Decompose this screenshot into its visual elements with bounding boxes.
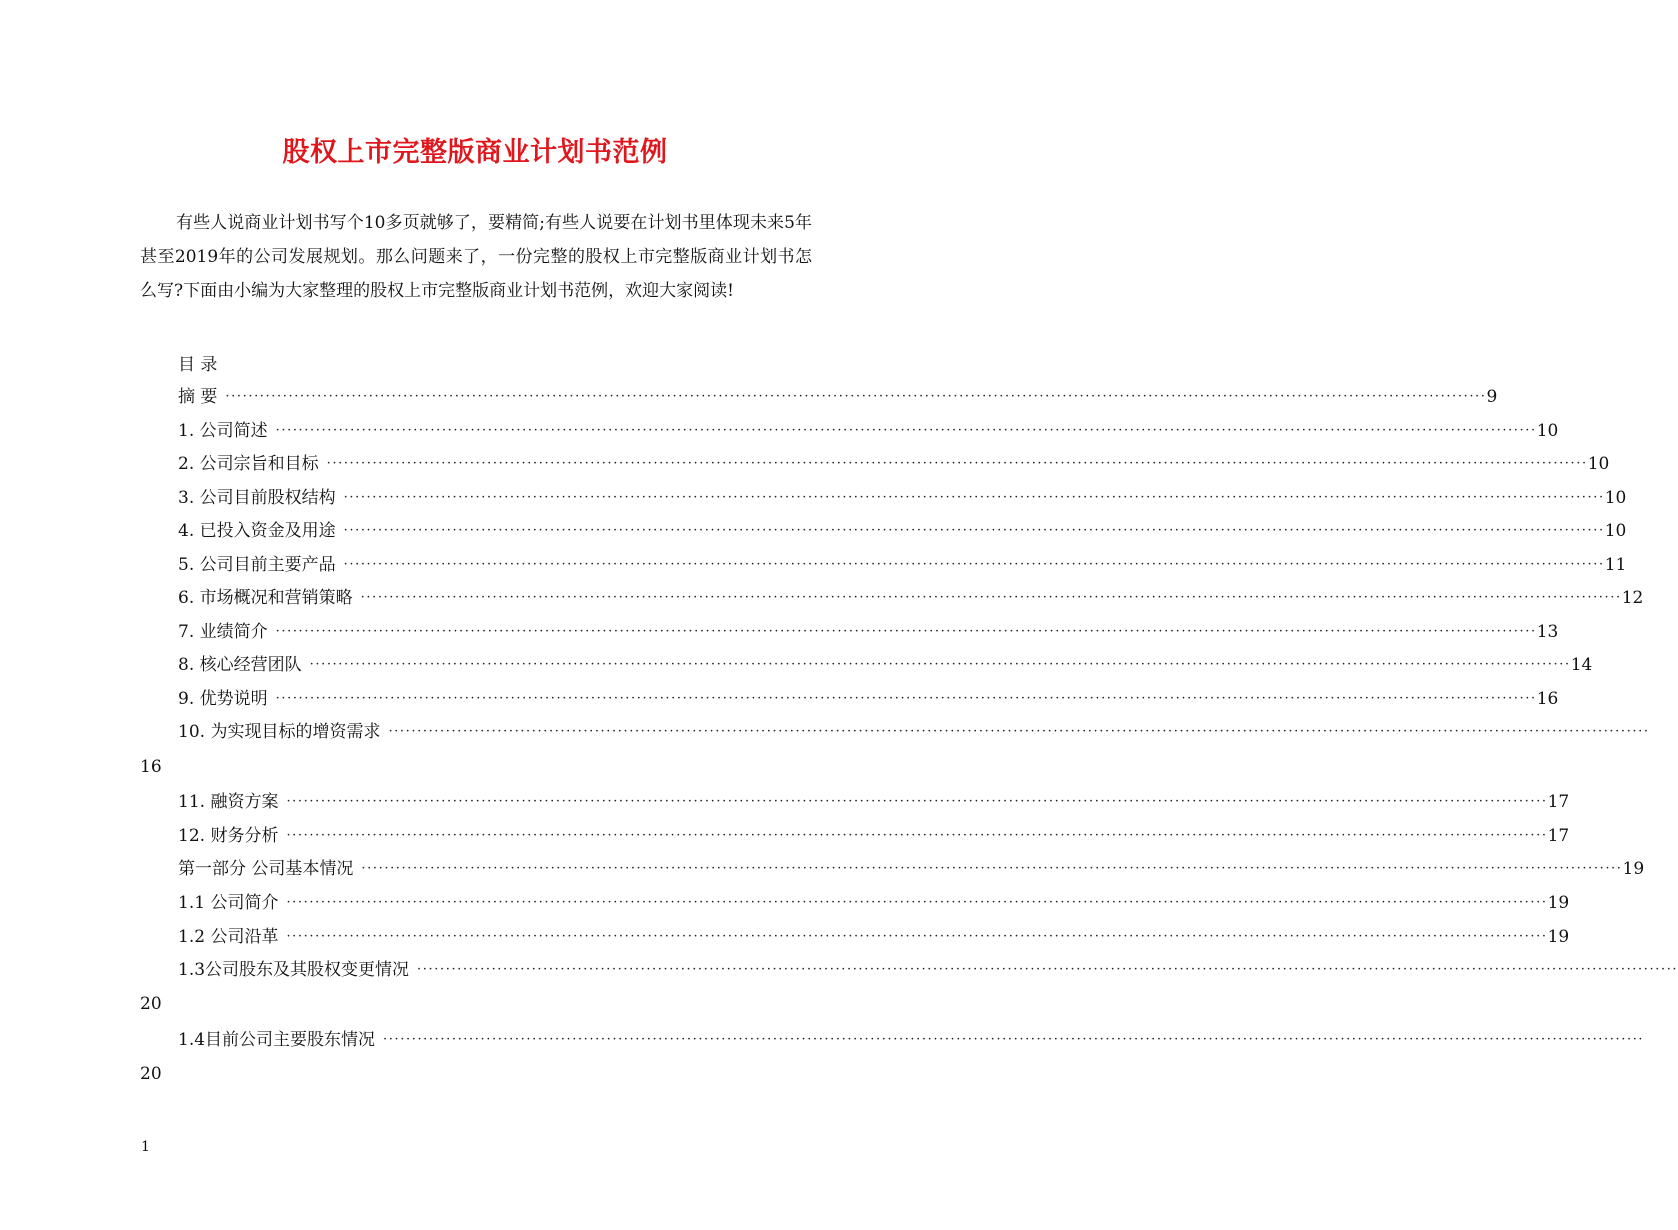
toc-leader-dots: ····························································································································································································································	[343, 557, 1605, 572]
toc-heading: 目 录	[178, 355, 218, 375]
toc-leader-dots: ····························································································································································································································	[275, 624, 1537, 639]
toc-entry-page: 16	[140, 757, 162, 777]
toc-entry	[178, 585, 1644, 611]
toc-entry-label: 10. 为实现目标的增资需求	[178, 722, 381, 742]
toc-entry-label: 7. 业绩简介	[178, 622, 268, 642]
toc-entry-page: 11	[1604, 555, 1627, 575]
toc-leader-dots: ····························································································································································································································	[343, 523, 1605, 538]
toc-entry	[178, 719, 1650, 745]
document-title: 股权上市完整版商业计划书范例	[282, 137, 668, 168]
toc-entry-page: 16	[1536, 689, 1559, 709]
toc-entry-page: 17	[1547, 792, 1570, 812]
toc-entry	[178, 789, 1570, 815]
toc-entry	[178, 890, 1570, 916]
toc-entry-page: 10	[1604, 521, 1627, 541]
toc-entry-label: 11. 融资方案	[178, 792, 279, 812]
toc-leader-dots: ····························································································································································································································	[286, 895, 1548, 910]
toc-entry-page: 20	[140, 994, 162, 1014]
toc-leader-dots: ····························································································································································································································	[417, 962, 1678, 977]
toc-entry	[178, 485, 1627, 511]
toc-entry-page: 20	[140, 1064, 162, 1084]
toc-entry-label: 1. 公司简述	[178, 421, 268, 441]
toc-leader-dots: ····························································································································································································································	[383, 1032, 1645, 1047]
toc-entry-label: 1.4目前公司主要股东情况	[178, 1030, 376, 1050]
toc-entry	[178, 652, 1593, 678]
toc-entry-label: 5. 公司目前主要产品	[178, 555, 336, 575]
toc-entry-label: 1.1 公司简介	[178, 893, 279, 913]
intro-paragraph: 有些人说商业计划书写个10多页就够了，要精简;有些人说要在计划书里体现未来5年甚至2019年的公司发展规划。那么问题来了，一份完整的股权上市完整版商业计划书怎么写?下面由小编为大家整理的股权上市完整版商业计划书范例，欢迎大家阅读!	[140, 213, 812, 301]
toc-entry-label: 第一部分 公司基本情况	[178, 859, 354, 879]
toc-entry	[178, 1027, 1645, 1053]
toc-leader-dots: ····························································································································································································································	[286, 929, 1548, 944]
toc-leader-dots: ····························································································································································································································	[388, 724, 1650, 739]
toc-entry	[178, 823, 1570, 849]
toc-leader-dots: ····························································································································································································································	[343, 490, 1605, 505]
toc-entry-page: 19	[1622, 859, 1645, 879]
toc-entry-page: 10	[1587, 454, 1610, 474]
toc-entry-page: 12	[1621, 588, 1644, 608]
toc-entry	[178, 418, 1559, 444]
toc-entry-label: 4. 已投入资金及用途	[178, 521, 336, 541]
toc-entry-label: 摘 要	[178, 387, 218, 407]
toc-entry-page: 10	[1536, 421, 1559, 441]
toc-leader-dots: ····························································································································································································································	[326, 456, 1588, 471]
toc-entry-page: 10	[1604, 488, 1627, 508]
toc-leader-dots: ····························································································································································································································	[360, 590, 1622, 605]
toc-leader-dots: ····························································································································································································································	[275, 691, 1537, 706]
toc-entry	[178, 957, 1678, 983]
toc-entry	[178, 451, 1610, 477]
toc-entry-label: 8. 核心经营团队	[178, 655, 302, 675]
toc-entry	[178, 518, 1627, 544]
toc-entry-page: 14	[1570, 655, 1593, 675]
toc-entry	[178, 384, 1498, 410]
toc-leader-dots: ····························································································································································································································	[309, 657, 1571, 672]
toc-entry-page: 17	[1547, 826, 1570, 846]
toc-entry-page: 13	[1536, 622, 1559, 642]
toc-entry-page: 9	[1486, 387, 1498, 407]
toc-leader-dots: ····························································································································································································································	[225, 389, 1487, 404]
toc-entry-label: 1.3公司股东及其股权变更情况	[178, 960, 410, 980]
toc-leader-dots: ····························································································································································································································	[286, 828, 1548, 843]
toc-entry	[178, 924, 1570, 950]
toc-entry-label: 3. 公司目前股权结构	[178, 488, 336, 508]
toc-entry-page: 19	[1547, 893, 1570, 913]
toc-entry-page: 19	[1547, 927, 1570, 947]
toc-leader-dots: ····························································································································································································································	[286, 794, 1548, 809]
page-number: 1	[141, 1139, 150, 1155]
toc-leader-dots: ····························································································································································································································	[275, 423, 1537, 438]
toc-entry-label: 9. 优势说明	[178, 689, 268, 709]
toc-entry-label: 1.2 公司沿革	[178, 927, 279, 947]
toc-leader-dots: ····························································································································································································································	[361, 861, 1623, 876]
toc-entry	[178, 552, 1627, 578]
toc-entry	[178, 856, 1645, 882]
toc-entry	[178, 619, 1559, 645]
toc-entry-label: 2. 公司宗旨和目标	[178, 454, 319, 474]
toc-entry	[178, 686, 1559, 712]
toc-entry-label: 12. 财务分析	[178, 826, 279, 846]
toc-entry-label: 6. 市场概况和营销策略	[178, 588, 353, 608]
